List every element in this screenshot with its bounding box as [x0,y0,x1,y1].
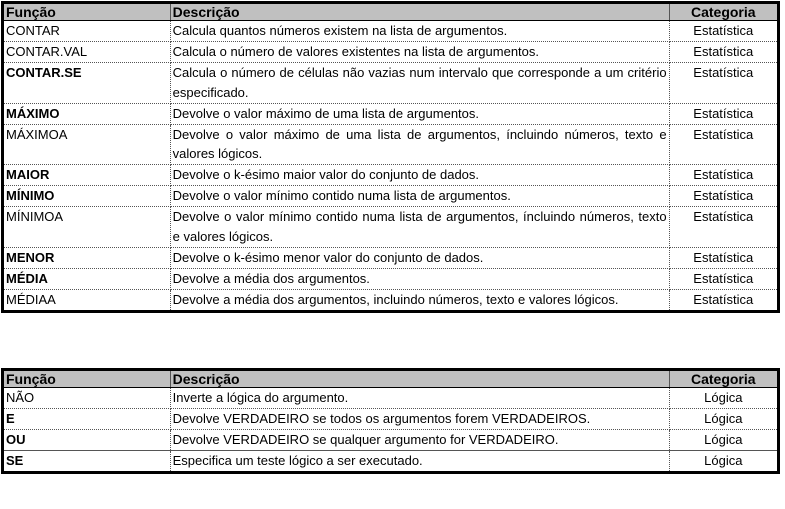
table-row [3,268,779,289]
description-cell: Devolve a média dos argumentos, incluindo números, texto e valores lógicos. [170,289,669,311]
description-cell: Devolve o k-ésimo maior valor do conjunto de dados. [170,165,669,186]
category-cell: Estatística [669,42,778,63]
category-cell: Estatística [669,63,778,104]
table-row [3,451,779,473]
column-header-function: Função [3,3,171,21]
column-header-description: Descrição [170,3,669,21]
description-cell: Calcula quantos números existem na lista de argumentos. [170,21,669,42]
table-row [3,207,779,248]
table-row [3,388,779,409]
function-name-cell: CONTAR.VAL [3,42,171,63]
table-row [3,247,779,268]
description-cell: Devolve o k-ésimo menor valor do conjunto de dados. [170,247,669,268]
column-header-category: Categoria [669,3,778,21]
column-header-function: Função [3,370,171,388]
description-cell: Especifica um teste lógico a ser executado. [170,451,669,473]
table-row [3,103,779,124]
function-name-cell: CONTAR.SE [3,63,171,104]
category-cell: Estatística [669,268,778,289]
description-cell: Devolve o valor máximo de uma lista de argumentos. [170,103,669,124]
category-cell: Lógica [669,430,778,451]
description-cell: Devolve o valor máximo de uma lista de argumentos, íncluindo números, texto e valores lógicos. [170,124,669,165]
category-cell: Estatística [669,207,778,248]
function-name-cell: MÉDIAA [3,289,171,311]
table-row [3,165,779,186]
function-name-cell: MÍNIMOA [3,207,171,248]
logical-functions-table [1,368,780,474]
table-row [3,289,779,311]
description-cell: Inverte a lógica do argumento. [170,388,669,409]
function-name-cell: OU [3,430,171,451]
category-cell: Estatística [669,186,778,207]
function-name-cell: NÃO [3,388,171,409]
column-header-description: Descrição [170,370,669,388]
table-header-row [3,370,779,388]
function-name-cell: MÁXIMO [3,103,171,124]
function-name-cell: SE [3,451,171,473]
category-cell: Lógica [669,388,778,409]
table-row [3,186,779,207]
function-name-cell: MENOR [3,247,171,268]
table-header-row [3,3,779,21]
category-cell: Estatística [669,124,778,165]
category-cell: Estatística [693,291,754,307]
description-cell: Calcula o número de células não vazias num intervalo que corresponde a um critério especificado. [170,63,669,104]
category-cell: Estatística [669,247,778,268]
table-row [3,42,779,63]
function-name-cell: E [3,409,171,430]
function-name-cell: MÉDIA [3,268,171,289]
function-name-cell: MAIOR [3,165,171,186]
category-cell: Lógica [704,453,743,468]
function-name-cell: CONTAR [3,21,171,42]
category-cell: Estatística [669,21,778,42]
table-row [3,21,779,42]
category-cell: Estatística [669,165,778,186]
column-header-category: Categoria [669,370,778,388]
table-row [3,430,779,451]
table-row [3,409,779,430]
description-cell: Calcula o número de valores existentes na lista de argumentos. [170,42,669,63]
function-name-cell: MÍNIMO [3,186,171,207]
description-cell: Devolve o valor mínimo contido numa lista de argumentos, íncluindo números, texto e valores lógicos. [170,207,669,248]
table-row [3,63,779,104]
description-cell: Devolve a média dos argumentos. [170,268,669,289]
description-cell: Devolve o valor mínimo contido numa lista de argumentos. [170,186,669,207]
description-cell: Devolve VERDADEIRO se qualquer argumento for VERDADEIRO. [170,430,669,451]
statistical-functions-table [1,1,780,313]
category-cell: Lógica [669,409,778,430]
function-name-cell: MÁXIMOA [3,124,171,165]
category-cell: Estatística [669,103,778,124]
description-cell: Devolve VERDADEIRO se todos os argumentos forem VERDADEIROS. [170,409,669,430]
table-row [3,124,779,165]
